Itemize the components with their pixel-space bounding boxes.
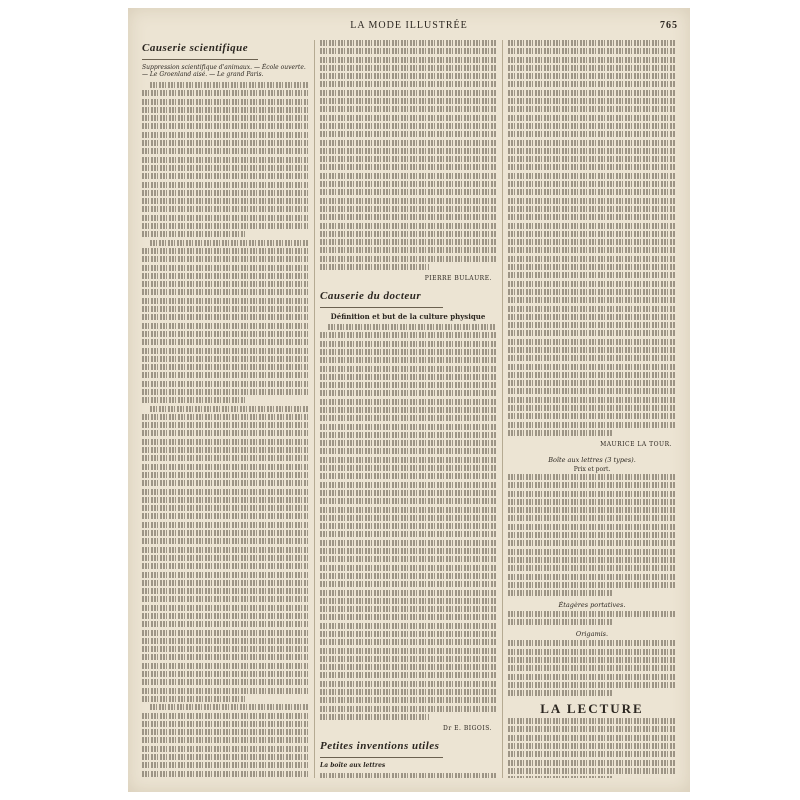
newspaper-page: [128, 8, 690, 792]
column-divider: [314, 40, 315, 778]
columns: [142, 40, 676, 778]
price-section-title: Origamis.: [575, 630, 609, 639]
author-signature: Dr E. BIGOIS.: [443, 724, 492, 732]
article-lead: La boîte aux lettres: [320, 761, 386, 769]
heading-ornament: [320, 753, 443, 758]
article-body-continued: [508, 40, 676, 436]
heading-ornament: [320, 303, 443, 308]
price-section-title: Étagères portatives.: [558, 601, 626, 610]
price-list: [508, 611, 676, 625]
column-2: [320, 40, 496, 778]
price-list: [508, 640, 676, 696]
price-list: [508, 474, 676, 596]
page-number: 765: [660, 20, 678, 31]
column-1: [142, 40, 308, 778]
article-body-continued: [320, 40, 496, 270]
price-section-title: Boîte aux lettres (3 types).: [548, 455, 636, 464]
article-body: [142, 82, 308, 778]
section-heading-petites-inventions: Petites inventions utiles: [320, 739, 440, 752]
article-body: [320, 324, 496, 720]
author-signature: MAURICE LA TOUR.: [600, 440, 672, 448]
publication-title: LA MODE ILLUSTRÉE: [350, 20, 468, 31]
running-head: [128, 20, 690, 34]
column-divider: [502, 40, 503, 778]
article-body: [508, 718, 676, 778]
heading-ornament: [142, 55, 258, 60]
article-body: [320, 773, 496, 778]
author-signature: PIERRE BULAURE.: [424, 275, 492, 283]
article-subtitle: Définition et but de la culture physique: [330, 312, 486, 322]
section-heading-causerie-docteur: Causerie du docteur: [320, 290, 422, 303]
section-subhead: Suppression scientifique d'animaux. — École ouverte. — Le Groenland aisé. — Le grand Paris.: [142, 64, 306, 78]
column-3: [508, 40, 676, 778]
section-heading-causerie-scientifique: Causerie scientifique: [142, 42, 249, 54]
section-heading-la-lecture: LA LECTURE: [540, 701, 644, 717]
price-label: Prix et port.: [573, 465, 611, 473]
